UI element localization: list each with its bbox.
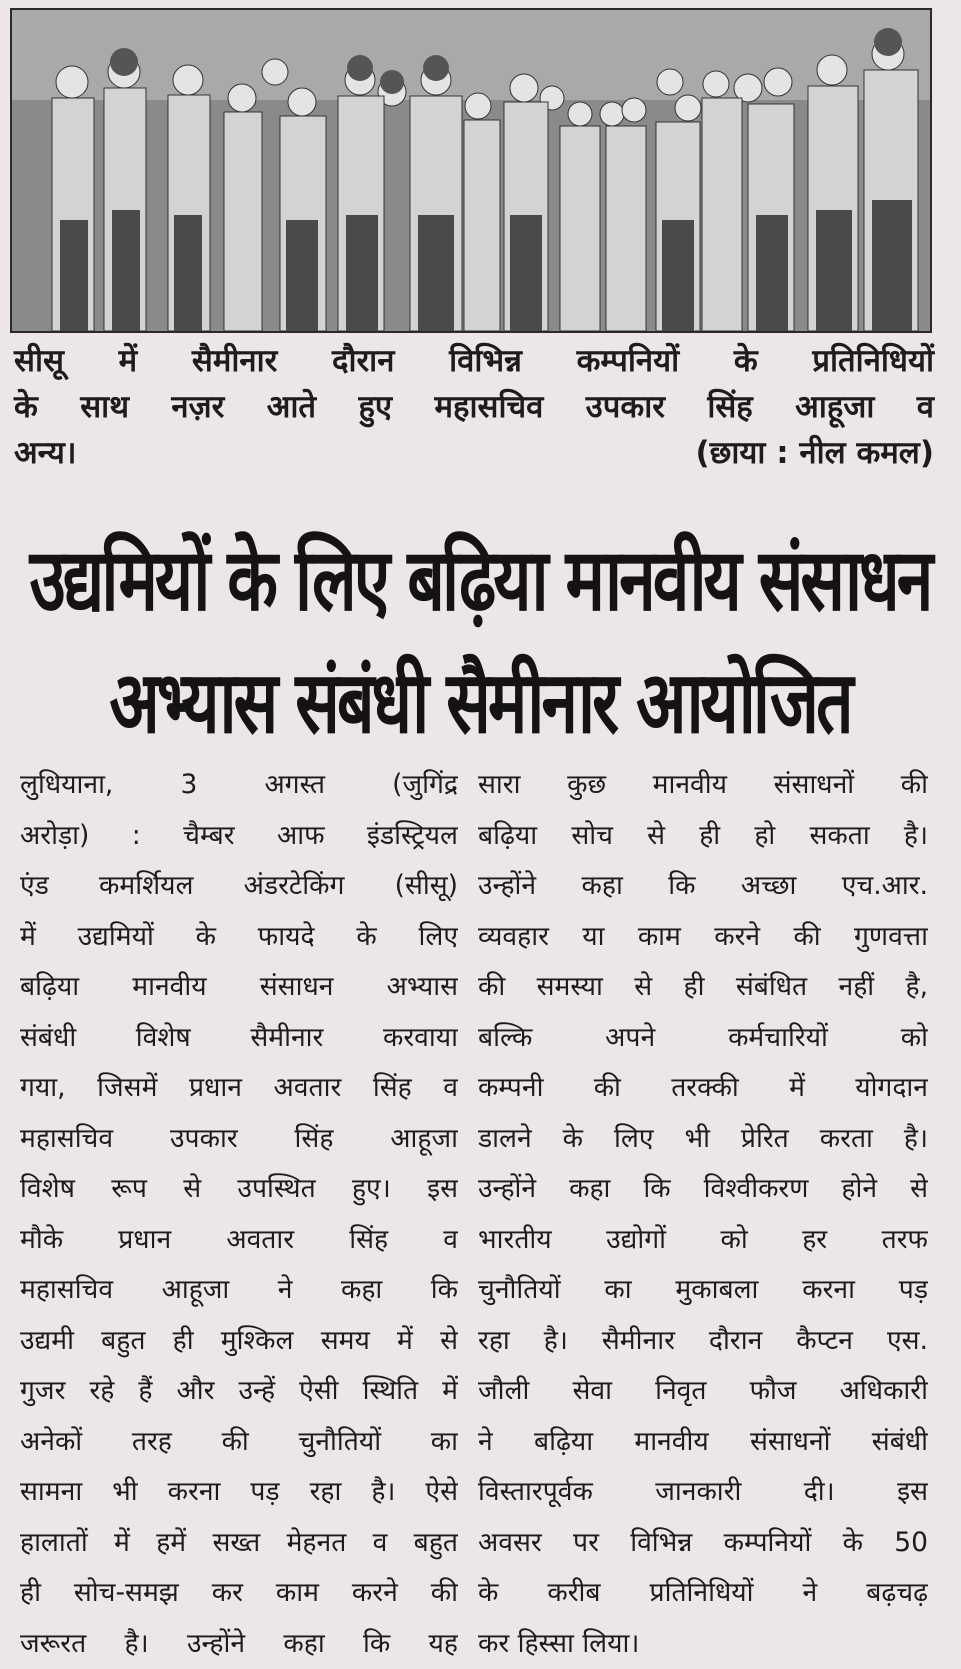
text-line: बल्कि अपने कर्मचारियों को	[478, 1013, 928, 1064]
text-line: डालने के लिए भी प्रेरित करता है।	[478, 1114, 928, 1165]
text-line: उन्होंने कहा कि विश्वीकरण होने से	[478, 1164, 928, 1215]
text-line: सारा कुछ मानवीय संसाधनों की	[478, 760, 928, 811]
text-line: बढ़िया मानवीय संसाधन अभ्यास	[20, 962, 458, 1013]
text-line: एंड कमर्शियल अंडरटेकिंग (सीसू)	[20, 861, 458, 912]
text-line: अवसर पर विभिन्न कम्पनियों के 50	[478, 1518, 928, 1569]
text-line: कर हिस्सा लिया।	[478, 1619, 928, 1669]
text-line: रहा है। सैमीनार दौरान कैप्टन एस.	[478, 1316, 928, 1367]
text-line: व्यवहार या काम करने की गुणवत्ता	[478, 912, 928, 963]
text-line: विशेष रूप से उपस्थित हुए। इस	[20, 1164, 458, 1215]
text-line: कम्पनी की तरक्की में योगदान	[478, 1063, 928, 1114]
caption-line: सीसू में सैमीनार दौरान विभिन्न कम्पनियों के प्रतिनिधियों	[14, 338, 934, 384]
text-line: महासचिव आहूजा ने कहा कि	[20, 1265, 458, 1316]
caption-last-line	[14, 430, 934, 476]
text-line: भारतीय उद्योगों को हर तरफ	[478, 1215, 928, 1266]
headline-line: अभ्यास संबंधी सैमीनार आयोजित	[10, 642, 950, 764]
text-line: हालातों में हमें सख्त मेहनत व बहुत	[20, 1518, 458, 1569]
caption-line: के साथ नज़र आते हुए महासचिव उपकार सिंह आहूजा व	[14, 384, 934, 430]
text-line: उद्यमी बहुत ही मुश्किल समय में से	[20, 1316, 458, 1367]
article-headline	[10, 520, 950, 764]
text-line: सामना भी करना पड़ रहा है। ऐसे	[20, 1467, 458, 1518]
headline-line: उद्यमियों के लिए बढ़िया मानवीय संसाधन	[10, 520, 950, 642]
text-line: गया, जिसमें प्रधान अवतार सिंह व	[20, 1063, 458, 1114]
text-line: में उद्यमियों के फायदे के लिए	[20, 912, 458, 963]
text-line: मौके प्रधान अवतार सिंह व	[20, 1215, 458, 1266]
group-photo	[10, 8, 932, 333]
text-line: संबंधी विशेष सैमीनार करवाया	[20, 1013, 458, 1064]
group-photo-illustration	[12, 10, 930, 331]
text-line: महासचिव उपकार सिंह आहूजा	[20, 1114, 458, 1165]
text-line: अनेकों तरह की चुनौतियों का	[20, 1417, 458, 1468]
photo-caption	[14, 338, 934, 476]
text-line: गुजर रहे हैं और उन्हें ऐसी स्थिति में	[20, 1366, 458, 1417]
text-line: लुधियाना, 3 अगस्त (जुगिंद्र	[20, 760, 458, 811]
text-line: के करीब प्रतिनिधियों ने बढ़चढ़	[478, 1568, 928, 1619]
text-line: जरूरत है। उन्होंने कहा कि यह	[20, 1619, 458, 1669]
text-line: विस्तारपूर्वक जानकारी दी। इस	[478, 1467, 928, 1518]
article-column-left	[20, 760, 458, 1669]
article-column-right	[478, 760, 928, 1669]
text-line: जौली सेवा निवृत फौज अधिकारी	[478, 1366, 928, 1417]
text-line: चुनौतियों का मुकाबला करना पड़	[478, 1265, 928, 1316]
photo-credit: (छाया : नील कमल)	[696, 430, 935, 476]
text-line: अरोड़ा) : चैम्बर आफ इंडस्ट्रियल	[20, 811, 458, 862]
text-line: बढ़िया सोच से ही हो सकता है।	[478, 811, 928, 862]
text-line: की समस्या से ही संबंधित नहीं है,	[478, 962, 928, 1013]
text-line: ही सोच-समझ कर काम करने की	[20, 1568, 458, 1619]
text-line: ने बढ़िया मानवीय संसाधनों संबंधी	[478, 1417, 928, 1468]
caption-line-end: अन्य।	[14, 430, 77, 476]
text-line: उन्होंने कहा कि अच्छा एच.आर.	[478, 861, 928, 912]
